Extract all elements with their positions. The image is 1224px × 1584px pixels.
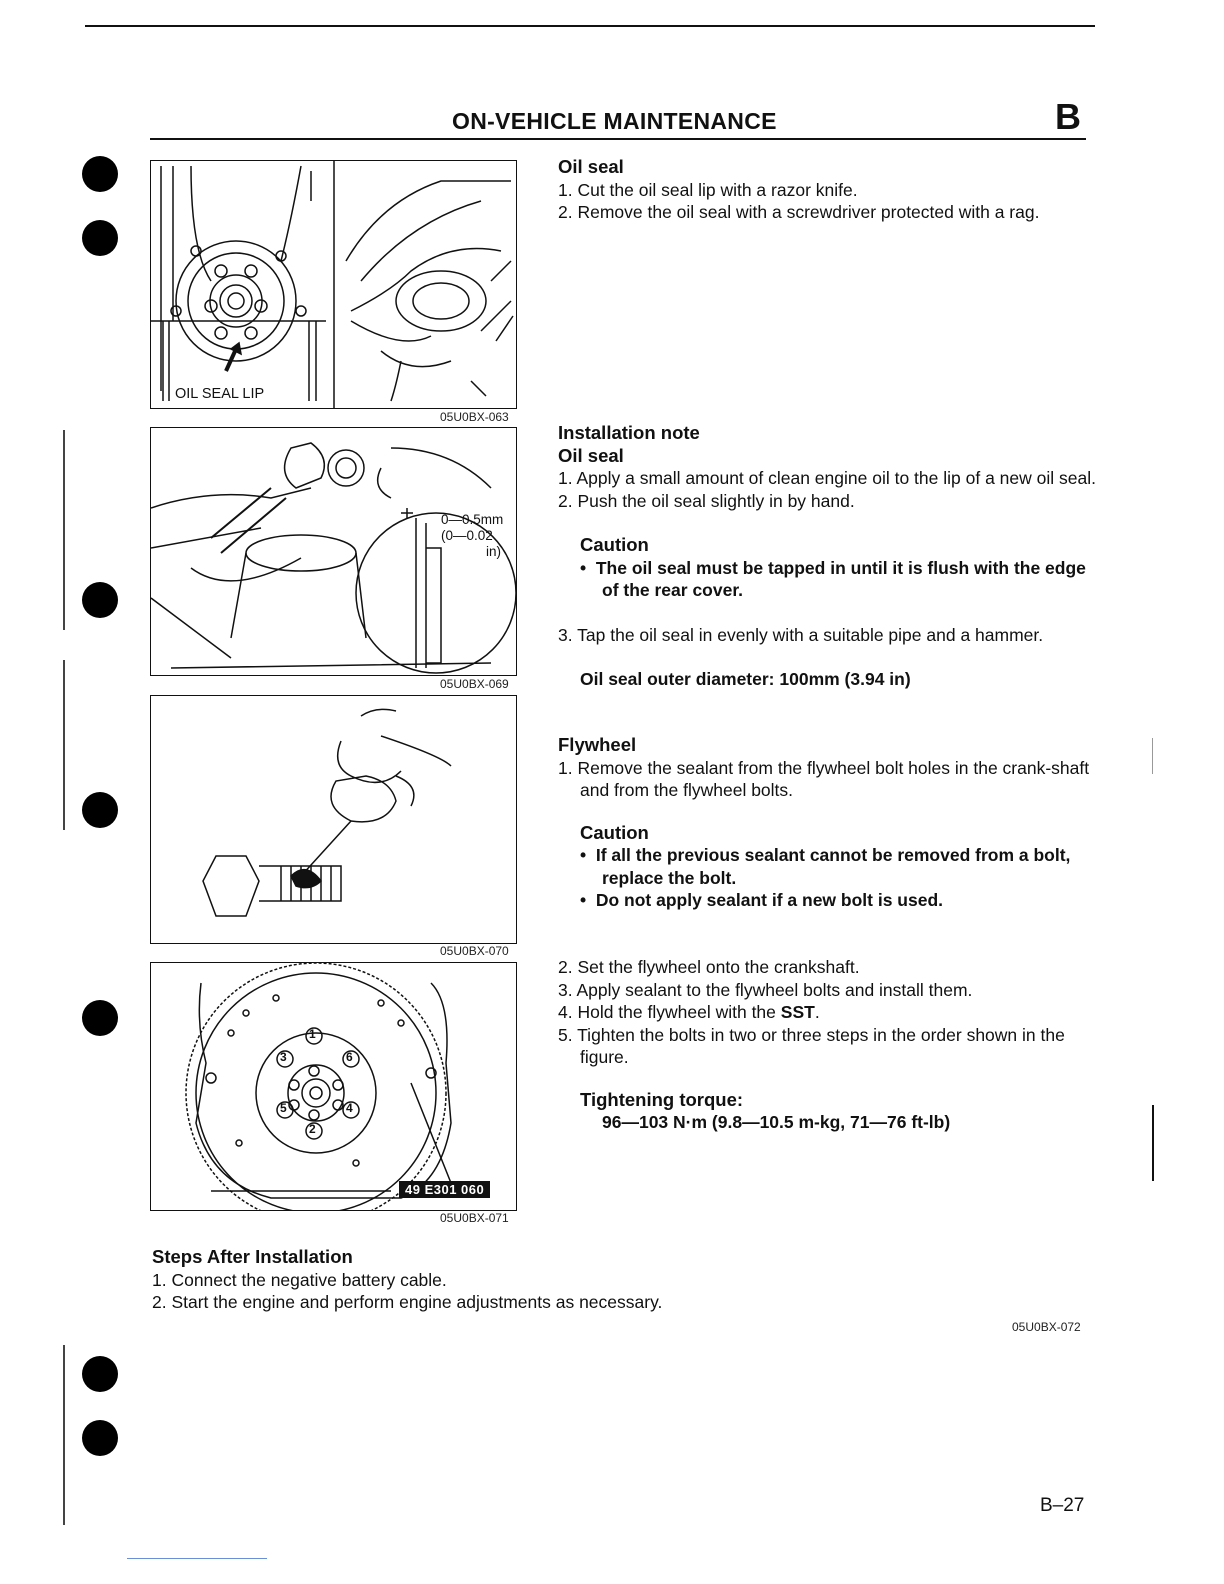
binder-hole — [82, 156, 118, 192]
bolt-number: 1 — [309, 1027, 316, 1041]
scan-mark — [1152, 738, 1153, 774]
figure-oil-seal-install — [150, 427, 517, 676]
flywheel-step: 1. Remove the sealant from the flywheel bolt holes in the crank-shaft and from the flywheel bolts. — [558, 757, 1090, 800]
flywheel-step: 5. Tighten the bolts in two or three steps in the order shown in the figure. — [558, 1024, 1065, 1067]
sst-tool-number: 49 E301 060 — [399, 1181, 490, 1198]
page-number: B–27 — [1040, 1495, 1085, 1516]
margin-line — [63, 660, 65, 830]
oil-seal-lip-label: OIL SEAL LIP — [175, 386, 265, 402]
top-rule — [85, 25, 1095, 27]
margin-line — [63, 1345, 65, 1525]
binder-hole — [82, 582, 118, 618]
figure-code: 05U0BX-072 — [1012, 1320, 1081, 1334]
installation-subheading: Oil seal — [558, 444, 624, 466]
removal-step: 2. Remove the oil seal with a screwdriver protected with a rag. — [558, 202, 1040, 222]
flywheel-heading: Flywheel — [558, 734, 637, 755]
caution-item: • Do not apply sealant if a new bolt is used. — [580, 890, 943, 910]
figure-flywheel-bolt-order — [150, 962, 517, 1211]
figure-oil-seal-removal — [150, 160, 517, 409]
bolt-number: 6 — [346, 1050, 353, 1064]
installation-heading: Installation note — [558, 422, 700, 443]
figure-code: 05U0BX-070 — [440, 944, 509, 958]
scan-mark — [127, 1558, 267, 1559]
removal-section — [558, 156, 1098, 224]
binder-hole — [82, 1000, 118, 1036]
bolt-number: 5 — [280, 1101, 287, 1115]
removal-heading: Oil seal — [558, 156, 624, 177]
flywheel-step: 3. Apply sealant to the flywheel bolts and install them. — [558, 979, 973, 1000]
figure-code: 05U0BX-069 — [440, 677, 509, 691]
figure-code: 05U0BX-071 — [440, 1211, 509, 1225]
installation-section — [558, 422, 1098, 691]
bolt-number: 3 — [280, 1050, 287, 1064]
dimension-in-value: (0—0.02 — [441, 528, 493, 543]
after-step: 1. Connect the negative battery cable. — [152, 1269, 447, 1290]
caution-title: Caution — [580, 534, 649, 555]
torque-label: Tightening torque: — [580, 1088, 744, 1110]
after-heading: Steps After Installation — [152, 1246, 353, 1267]
figure-sealant-removal — [150, 695, 517, 944]
after-installation-section — [152, 1246, 1052, 1314]
installation-step: 3. Tap the oil seal in evenly with a suitable pipe and a hammer. — [558, 624, 1044, 645]
caution-item: • The oil seal must be tapped in until it is flush with the edge of the rear cover. — [580, 557, 1086, 600]
installation-step: 2. Push the oil seal slightly in by hand. — [558, 490, 855, 511]
caution-title: Caution — [580, 821, 649, 843]
flywheel-install-section — [558, 956, 1098, 1134]
header-rule — [150, 138, 1086, 140]
margin-line — [63, 430, 65, 630]
removal-step: 1. Cut the oil seal lip with a razor knife. — [558, 179, 858, 200]
torque-value: 96—103 N·m (9.8—10.5 m-kg, 71—76 ft-lb) — [602, 1112, 951, 1132]
binder-hole — [82, 1356, 118, 1392]
after-step: 2. Start the engine and perform engine adjustments as necessary. — [152, 1292, 663, 1312]
scan-mark — [1152, 1105, 1154, 1181]
binder-hole — [82, 792, 118, 828]
page-title: ON-VEHICLE MAINTENANCE — [452, 108, 777, 134]
oil-seal-spec: Oil seal outer diameter: 100mm (3.94 in) — [580, 669, 911, 689]
flywheel-step: 2. Set the flywheel onto the crankshaft. — [558, 957, 860, 977]
dimension-in-unit: in) — [486, 544, 502, 559]
flywheel-section — [558, 734, 1098, 912]
installation-step: 1. Apply a small amount of clean engine oil to the lip of a new oil seal. — [558, 468, 1096, 488]
caution-item: • If all the previous sealant cannot be removed from a bolt, replace the bolt. — [580, 845, 1071, 888]
dimension-mm: 0—0.5mm — [441, 512, 504, 527]
binder-hole — [82, 1420, 118, 1456]
binder-hole — [82, 220, 118, 256]
bolt-number: 4 — [346, 1101, 353, 1115]
bolt-number: 2 — [309, 1122, 316, 1136]
section-letter: B — [1055, 96, 1081, 137]
flywheel-step: 4. Hold the flywheel with the SST. — [558, 1002, 820, 1022]
figure-code: 05U0BX-063 — [440, 410, 509, 424]
